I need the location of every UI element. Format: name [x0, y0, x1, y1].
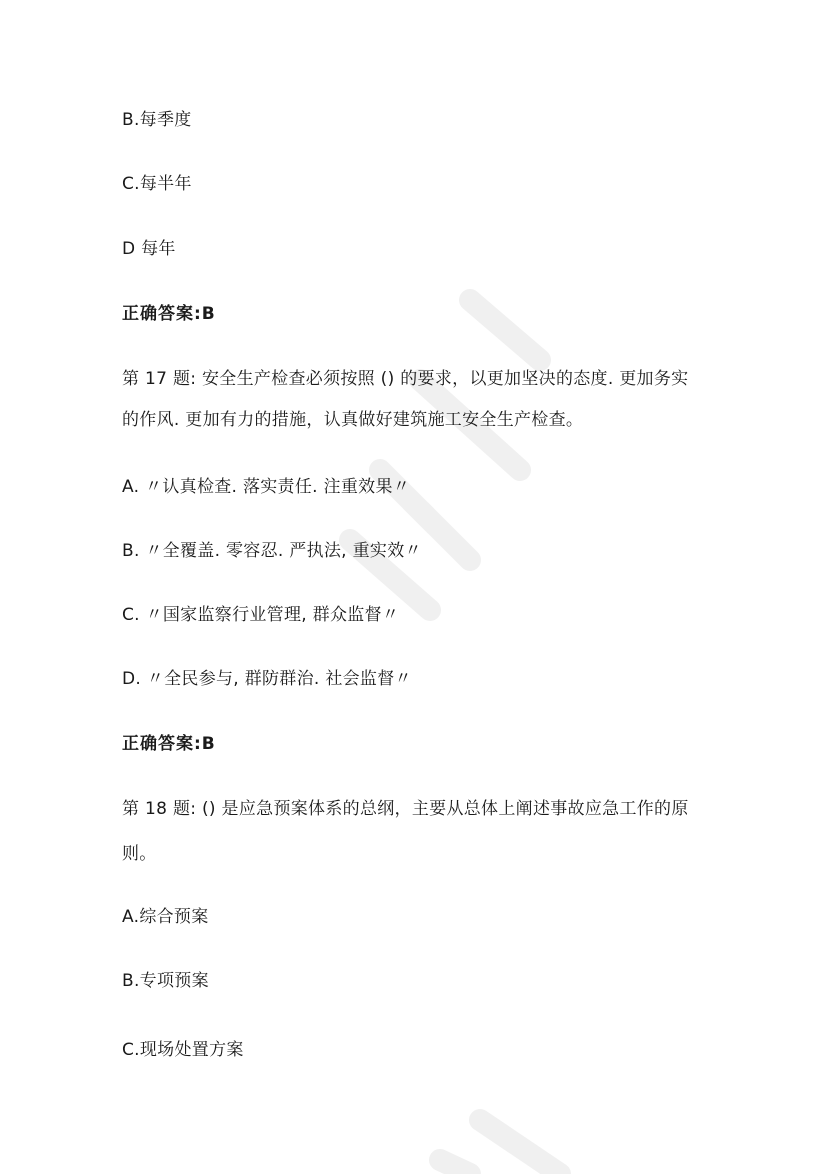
q18-stem-line2: 则。 — [122, 844, 157, 864]
q16-option-b: B.每季度 — [122, 110, 192, 130]
q16-answer: 正确答案:B — [122, 304, 216, 324]
q17-stem-line2: 的作风. 更加有力的措施，认真做好建筑施工安全生产检查。 — [122, 410, 584, 430]
q16-option-c: C.每半年 — [122, 174, 192, 194]
q17-option-a: A. 〃认真检查. 落实责任. 注重效果〃 — [122, 477, 411, 497]
q18-option-a: A.综合预案 — [122, 907, 209, 927]
q18-option-b: B.专项预案 — [122, 971, 209, 991]
q17-option-d: D. 〃全民参与, 群防群治. 社会监督〃 — [122, 669, 412, 689]
q18-option-c: C.现场处置方案 — [122, 1040, 244, 1060]
q17-stem-line1: 第 17 题: 安全生产检查必须按照 () 的要求，以更加坚决的态度. 更加务实 — [122, 369, 689, 389]
q18-stem-line1: 第 18 题: () 是应急预案体系的总纲，主要从总体上阐述事故应急工作的原 — [122, 799, 689, 819]
q17-answer: 正确答案:B — [122, 734, 216, 754]
q17-option-c: C. 〃国家监察行业管理, 群众监督〃 — [122, 605, 400, 625]
q17-option-b: B. 〃全覆盖. 零容忍. 严执法, 重实效〃 — [122, 541, 422, 561]
q16-option-d: D 每年 — [122, 239, 176, 259]
